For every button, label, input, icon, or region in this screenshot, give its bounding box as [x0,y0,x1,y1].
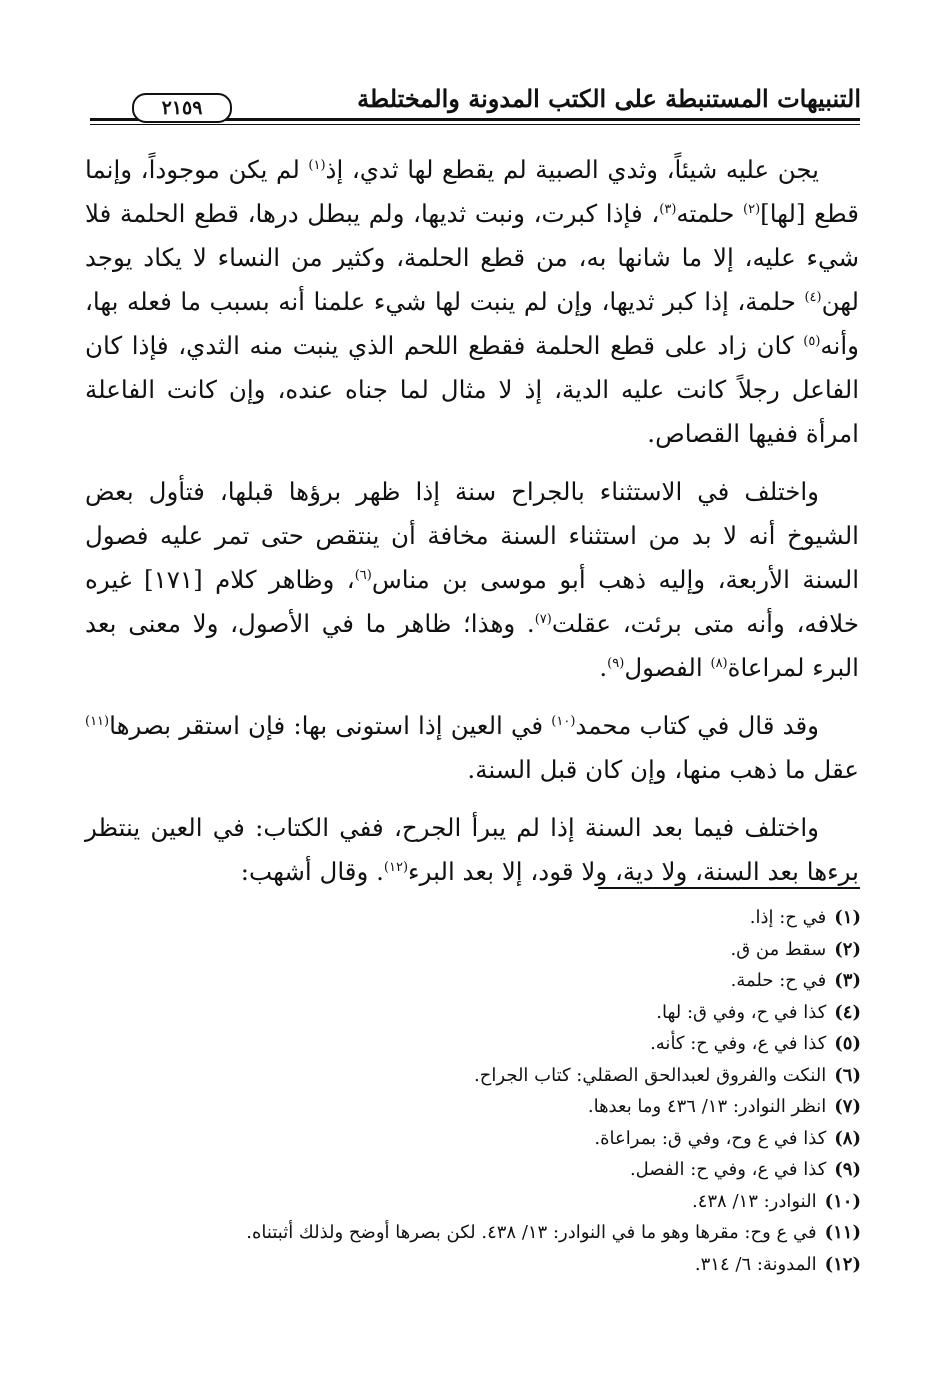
footnote-marker: (١٢) [383,859,409,875]
footnote-number: (١) [834,907,861,928]
footnote-marker: (٤) [804,289,822,305]
footnote-item [81,1217,861,1249]
footnote-item [81,965,861,997]
footnote-marker: (٨) [710,655,728,671]
footnote-text: كذا في ع، وفي ح: الفصل. [629,1159,827,1180]
text-run: ، فإذا كبرت، ونبت ثديها، ولم يبطل درها، قطع الحلمة فلا شيء عليه، إلا ما شانها به، من قطع الحلمة، وكثير من النساء لا يكاد يوجد لهن [85,199,859,316]
footnote-marker: (١) [308,157,326,173]
footnote-number: (٨) [834,1127,861,1149]
footnote-item [81,1186,861,1218]
footnote-number: (١٢) [824,1253,861,1275]
footnote-number: (٢) [834,938,861,960]
text-run: يجن عليه شيئاً، وثدي الصبية لم يقطع لها ثدي، إذ [325,155,819,184]
text-run: الفصول [624,653,711,682]
text-run: كان زاد على قطع الحلمة فقطع اللحم الذي ينبت منه الثدي، فإذا كان الفاعل رجلاً كانت عليه الدية، إذ لا مثال لما جناه عنده، وإن كانت الفاعلة امرأة ففيها القصاص. [85,331,859,448]
footnote-number: (٧) [834,1096,861,1117]
footnote-marker: (٢) [743,201,761,217]
footnote-text: النوادر: ١٣/ ٤٣٨. [691,1190,817,1212]
footnote-text: في ح: حلمة. [730,970,827,991]
text-run: واختلف فيما بعد السنة إذا لم يبرأ الجرح، ففي الكتاب: في العين ينتظر برءها بعد السنة، ولا دية، ولا قود، إلا بعد البرء [85,813,859,886]
footnote-item [81,902,861,934]
footnote-item [81,1154,861,1186]
footnote-item [81,1091,861,1123]
running-header-title: التنبيهات المستنبطة على الكتب المدونة والمختلطة [357,84,861,113]
header-rule-thin [90,124,860,125]
footnote-item [81,1123,861,1155]
text-run: . [599,653,608,682]
text-run: لم يكن موجوداً، وإنما قطع [لها] [85,155,859,228]
text-run: في العين إذا استونى بها: فإن استقر بصرها [109,711,552,740]
footnote-text: كذا في ح، وفي ق: لها. [656,1001,827,1023]
text-run: ، وظاهر كلام [١٧١] غيره خلافه، وأنه متى برئت، عقلت [85,565,859,638]
footnote-number: (٩) [834,1159,861,1180]
footnote-number: (٥) [834,1033,861,1054]
footnote-text: في ع وح: مقرها وهو ما في النوادر: ١٣/ ٤٣٨. لكن بصرها أوضح ولذلك أثبتناه. [246,1222,817,1243]
page-number-badge: ٢١٥٩ [132,93,232,123]
paragraph-1 [85,148,859,456]
text-run: . وهذا؛ ظاهر ما في الأصول، ولا معنى بعد البرء لمراعاة [85,609,859,682]
footnote-text: المدونة: ٦/ ٣١٤. [694,1253,817,1275]
footnote-number: (١١) [824,1222,861,1243]
footnote-text: سقط من ق. [730,938,827,960]
footnote-marker: (٦) [354,567,372,583]
footnote-separator [598,887,860,889]
text-run: وقد قال في كتاب محمد [575,711,820,740]
footnote-text: انظر النوادر: ١٣/ ٤٣٦ وما بعدها. [587,1096,827,1117]
paragraph-4 [85,806,859,894]
footnote-marker: (٧) [534,611,552,627]
text-run: واختلف في الاستثناء بالجراح سنة إذا ظهر برؤها قبلها، فتأول بعض الشيوخ أنه لا بد من استثناء السنة مخافة أن ينتقص حتى تمر عليه فصول السنة الأربعة، وإليه ذهب أبو موسى بن مناس [85,477,860,594]
footnote-text: كذا في ع وح، وفي ق: بمراعاة. [594,1127,827,1149]
footnote-item [81,934,861,966]
footnote-marker: (٩) [607,655,625,671]
footnote-number: (٤) [834,1001,861,1023]
text-run: حلمته [676,199,744,228]
main-text [85,148,859,908]
footnote-number: (٣) [834,970,861,991]
text-run: حلمة، إذا كبر ثديها، وإن لم ينبت لها شيء علمنا أنه بسبب ما فعله بها، وأنه [85,287,859,360]
footnote-marker: (١١) [85,713,110,729]
footnote-marker: (١٠) [551,713,576,729]
paragraph-3 [85,704,859,792]
footnote-text: في ح: إذا. [749,907,827,928]
footnote-item [81,997,861,1029]
footnotes-list [81,902,861,1280]
footnote-text: كذا في ع، وفي ح: كأنه. [650,1033,827,1054]
footnote-item [81,1249,861,1281]
footnote-text: النكت والفروق لعبدالحق الصقلي: كتاب الجراح. [474,1064,827,1086]
footnote-marker: (٣) [659,201,677,217]
text-run: عقل ما ذهب منها، وإن كان قبل السنة. [467,755,859,784]
footnote-number: (١٠) [824,1190,861,1212]
footnote-marker: (٥) [803,333,821,349]
footnote-number: (٦) [834,1064,861,1086]
paragraph-2 [85,470,859,690]
footnote-item [81,1060,861,1092]
text-run: . وقال أشهب: [240,857,384,886]
footnote-item [81,1028,861,1060]
